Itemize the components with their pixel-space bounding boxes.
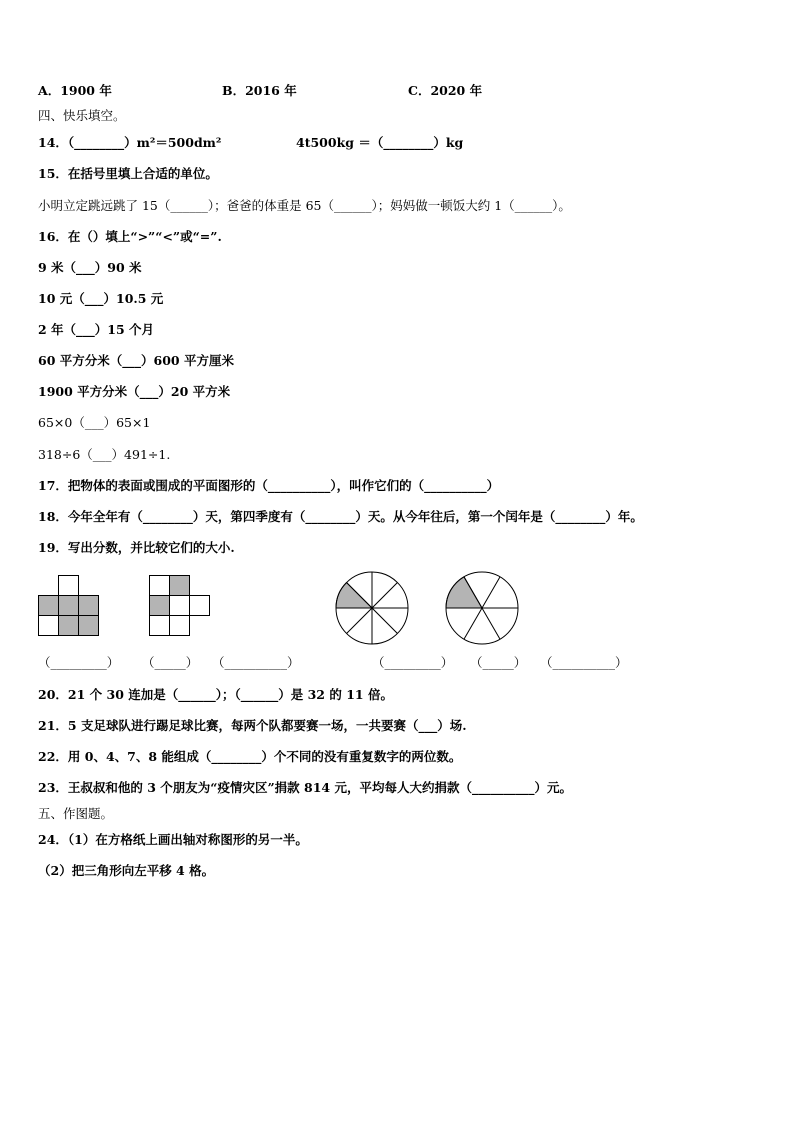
section-4-title: 四、快乐填空。: [38, 108, 126, 123]
q16-item: 65×0（___）65×1: [38, 415, 151, 430]
option-b: B．2016 年: [222, 83, 297, 98]
q17-text: 17．把物体的表面或围成的平面图形的（__________），叫作它们的（__________）: [38, 478, 500, 493]
q20-text: 20．21 个 30 连加是（______）；（______）是 32 的 11 倍。: [38, 687, 393, 702]
q21-text: 21．5 支足球队进行踢足球比赛，每两个队都要赛一场，一共要赛（___）场.: [38, 718, 467, 733]
q16-item: 318÷6（___）491÷1.: [38, 447, 171, 462]
q14-right: 4t500kg ＝（________）kg: [296, 135, 464, 150]
q16-item: 10 元（___）10.5 元: [38, 291, 164, 306]
section-5-title: 五、作图题。: [38, 806, 114, 821]
q19-blank[interactable]: （_____）: [142, 655, 199, 670]
option-c: C．2020 年: [408, 83, 483, 98]
q23-text: 23．王叔叔和他的 3 个朋友为“疫情灾区”捐款 814 元，平均每人大约捐款（__________）元。: [38, 780, 572, 795]
q16-item: 9 米（___）90 米: [38, 260, 142, 275]
q16-item: 1900 平方分米（___）20 平方米: [38, 384, 231, 399]
grid-figure-1: [38, 575, 100, 637]
q15-text: 15．在括号里填上合适的单位。: [38, 166, 218, 181]
q15-line: 小明立定跳远跳了 15（______）；爸爸的体重是 65（______）；妈妈做一顿饭大约 1（______）。: [38, 198, 571, 213]
q24-part2: （2）把三角形向左平移 4 格。: [38, 863, 215, 878]
q19-blank[interactable]: （_________）: [372, 655, 454, 670]
q19-blank[interactable]: （__________）: [212, 655, 300, 670]
q16-item: 2 年（___）15 个月: [38, 322, 155, 337]
q18-text: 18．今年全年有（________）天，第四季度有（________）天。从今年往后，第一个闰年是（________）年。: [38, 509, 643, 524]
circle-figure-2: [444, 570, 520, 646]
q24-part1: 24．（1）在方格纸上画出轴对称图形的另一半。: [38, 832, 308, 847]
circle-figure-1: [334, 570, 410, 646]
grid-figure-2: [149, 575, 211, 637]
q19-blank[interactable]: （_____）: [470, 655, 527, 670]
q19-blank[interactable]: （_________）: [38, 655, 120, 670]
q22-text: 22．用 0、4、7、8 能组成（________）个不同的没有重复数字的两位数。: [38, 749, 462, 764]
q16-item: 60 平方分米（___）600 平方厘米: [38, 353, 234, 368]
q19-blank[interactable]: （__________）: [540, 655, 628, 670]
option-a: A．1900 年: [38, 83, 112, 98]
q16-text: 16．在（）填上“>”“<”或“=”.: [38, 229, 222, 244]
q19-text: 19．写出分数，并比较它们的大小.: [38, 540, 235, 555]
q14-left: 14．（________）m²＝500dm²: [38, 135, 222, 150]
